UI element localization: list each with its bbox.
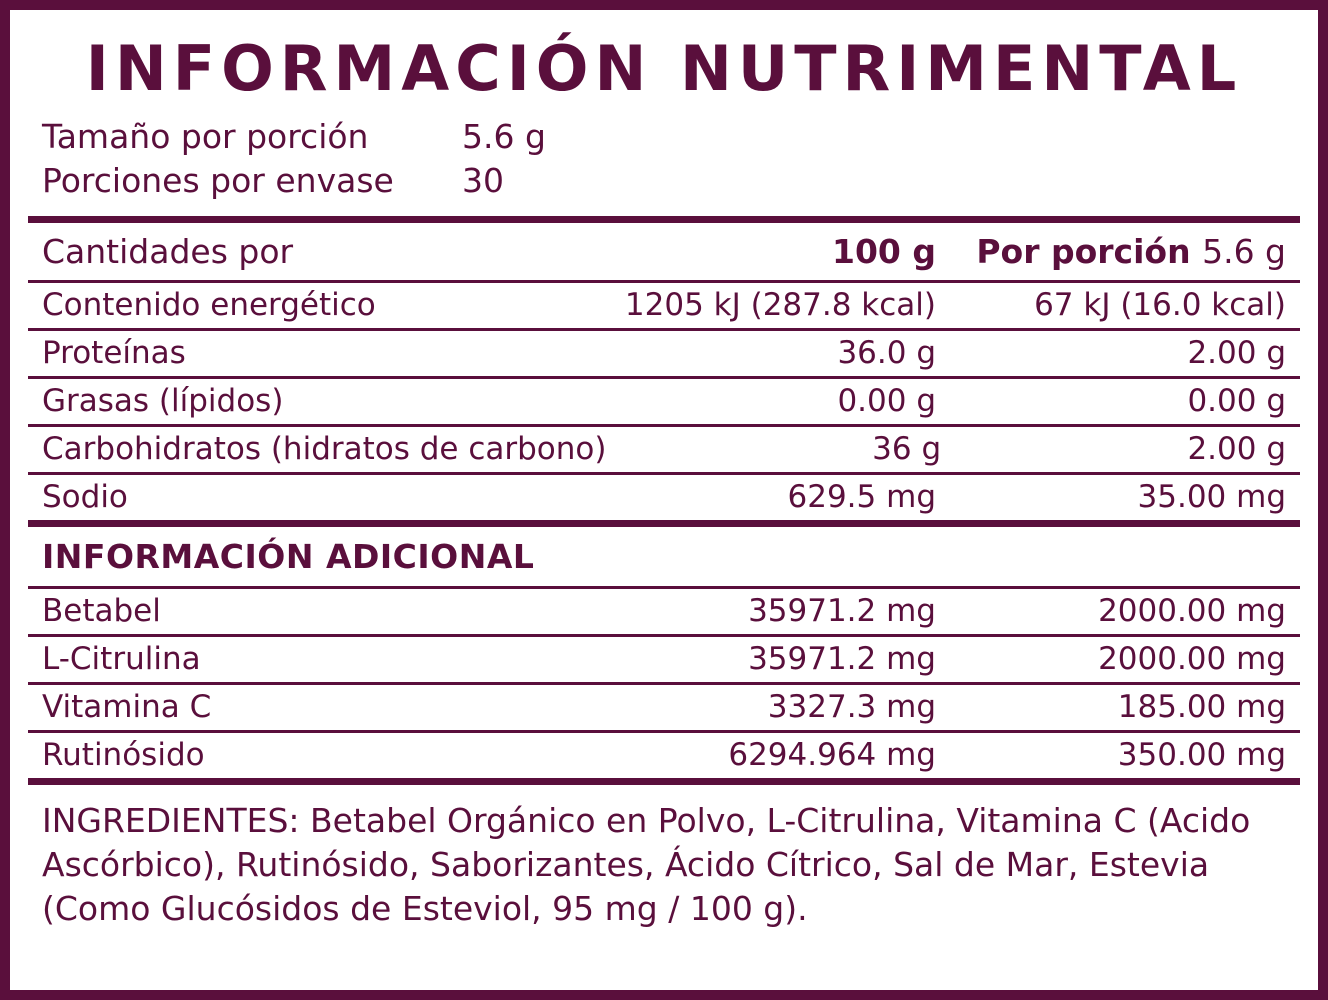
- additional-per-100g: 6294.964 mg: [728, 737, 936, 774]
- serving-size-row: [42, 115, 1300, 159]
- nutrient-per-100g: 0.00 g: [837, 383, 936, 420]
- nutrient-per-portion: 0.00 g: [1187, 383, 1286, 420]
- nutrient-per-100g: 36.0 g: [837, 335, 936, 372]
- table-header-per-100g: 100 g: [832, 232, 936, 272]
- table-row: [28, 733, 1300, 778]
- additional-per-portion: 2000.00 mg: [1098, 641, 1286, 678]
- page-title: INFORMACIÓN NUTRIMENTAL: [85, 32, 1243, 105]
- serving-size-value: 5.6 g: [462, 117, 546, 157]
- table-header-per-portion: [956, 232, 1300, 272]
- nutrient-per-100g: 36 g: [872, 431, 942, 468]
- table-row: [28, 331, 1300, 376]
- table-header-per-portion-text: Por porción: [976, 232, 1191, 272]
- table-row: [28, 637, 1300, 682]
- nutrient-name: Grasas (lípidos): [42, 383, 284, 420]
- additional-info-title: INFORMACIÓN ADICIONAL: [42, 537, 535, 577]
- additional-per-portion: 350.00 mg: [1117, 737, 1286, 774]
- nutrient-per-100g: 629.5 mg: [787, 479, 936, 516]
- servings-per-container-row: [42, 159, 1300, 203]
- table-row: [28, 475, 1300, 520]
- nutrient-name: Carbohidratos (hidratos de carbono): [42, 431, 607, 468]
- nutrient-name: Sodio: [42, 479, 128, 516]
- table-header-per-portion-unit: 5.6 g: [1202, 232, 1286, 272]
- serving-size-label: Tamaño por porción: [42, 117, 369, 157]
- additional-name: L-Citrulina: [42, 641, 201, 678]
- additional-per-100g: 35971.2 mg: [748, 641, 936, 678]
- servings-per-container-value: 30: [462, 160, 504, 200]
- nutrient-name: Contenido energético: [42, 287, 376, 324]
- additional-name: Vitamina C: [42, 689, 212, 726]
- table-row: [28, 427, 1300, 472]
- additional-name: Rutinósido: [42, 737, 205, 774]
- table-header-name: Cantidades por: [42, 232, 294, 272]
- additional-per-100g: 3327.3 mg: [767, 689, 936, 726]
- table-header-row: [28, 223, 1300, 280]
- nutrient-per-portion: 67 kJ (16.0 kcal): [1034, 287, 1286, 324]
- table-row: [28, 685, 1300, 730]
- nutrient-per-100g: 1205 kJ (287.8 kcal): [624, 287, 936, 324]
- servings-per-container-label: Porciones por envase: [42, 160, 394, 200]
- table-row: [28, 283, 1300, 328]
- divider-thick-top: [28, 216, 1300, 223]
- nutrient-name: Proteínas: [42, 335, 186, 372]
- nutrient-per-portion: 2.00 g: [1187, 431, 1286, 468]
- table-row: [28, 379, 1300, 424]
- additional-per-portion: 2000.00 mg: [1098, 593, 1286, 630]
- table-row: [28, 589, 1300, 634]
- additional-per-portion: 185.00 mg: [1117, 689, 1286, 726]
- nutrient-per-portion: 35.00 mg: [1137, 479, 1286, 516]
- additional-name: Betabel: [42, 593, 161, 630]
- ingredients-text: INGREDIENTES: Betabel Orgánico en Polvo, L-Citrulina, Vitamina C (Acido Ascórbico), Rutinósido, Saborizantes, Ácido Cítrico, Sal de Mar, Estevia (Como Glucósidos de Esteviol, 95 mg / 100 g).: [42, 801, 1251, 928]
- divider-thick-ingredients: [28, 778, 1300, 785]
- additional-per-100g: 35971.2 mg: [748, 593, 936, 630]
- nutrient-per-portion: 2.00 g: [1187, 335, 1286, 372]
- divider-thick-additional: [28, 520, 1300, 527]
- serving-info: [28, 115, 1300, 216]
